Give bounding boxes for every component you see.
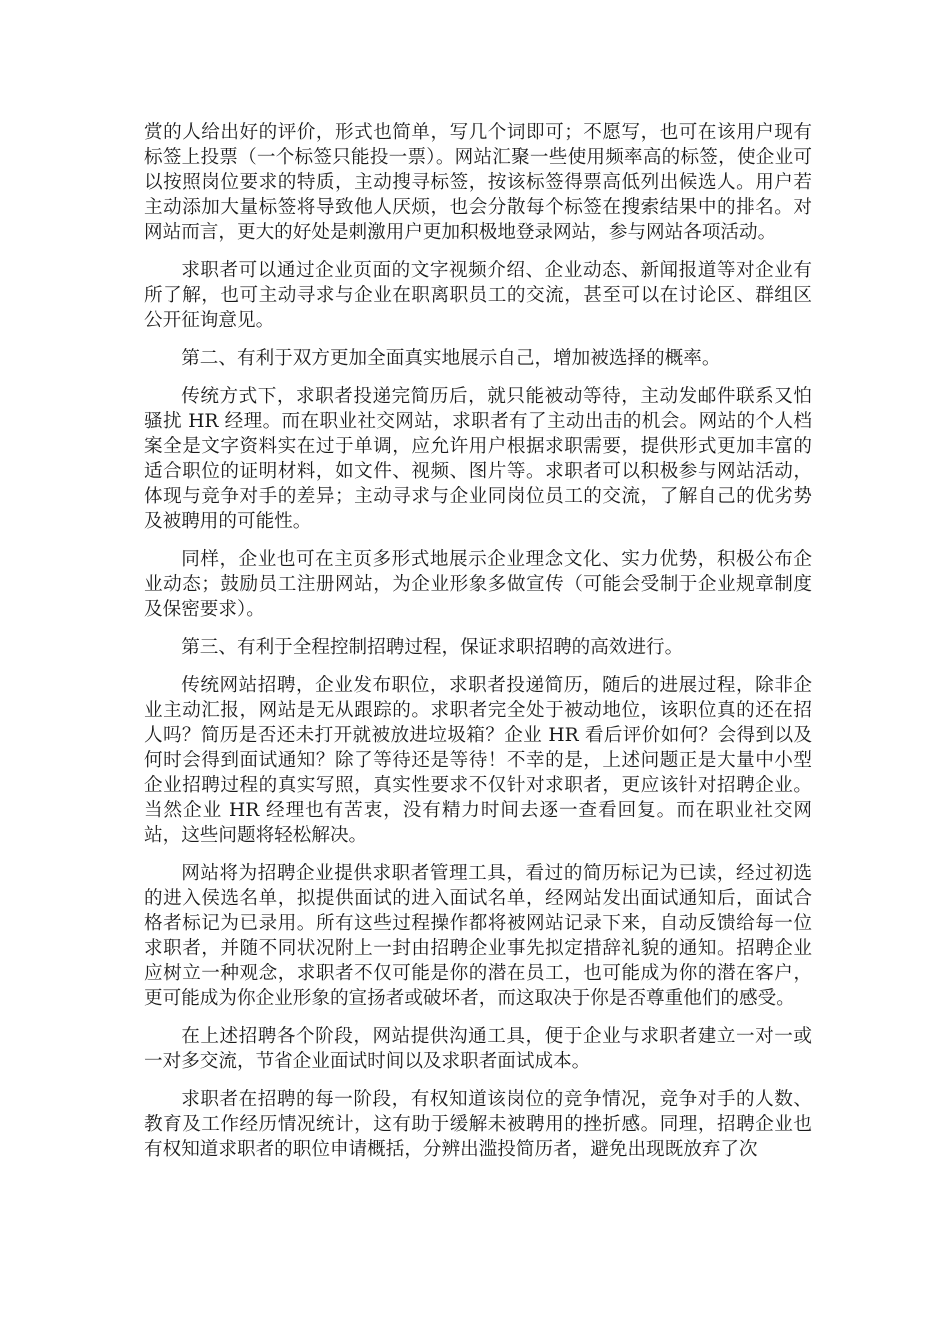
paragraph-traditional-recruiting: 传统网站招聘，企业发布职位，求职者投递简历，随后的进展过程，除非企业主动汇报，网站是无从跟踪的。求职者完全处于被动地位，该职位真的还在招人吗？简历是否还未打开就被放进垃圾箱？企业 HR 看后评价如何？会得到以及何时会得到面试通知？除了等待还是等待！不幸的是，上述问题正是大量中小型企业招聘过程的真实写照，真实性要求不仅针对求职者，更应该针对招聘企业。当然企业 HR 经理也有苦衷，没有精力时间去逐一查看回复。而在职业社交网站，这些问题将轻松解决。 (144, 675, 812, 846)
paragraph-tags-voting: 赏的人给出好的评价，形式也简单，写几个词即可；不愿写，也可在该用户现有标签上投票（一个标签只能投一票）。网站汇聚一些使用频率高的标签，使企业可以按照岗位要求的特质，主动搜寻标签，按该标签得票高低列出候选人。用户若主动添加大量标签将导致他人厌烦，也会分散每个标签在搜索结果中的排名。对网站而言，更大的好处是刺激用户更加积极地登录网站，参与网站各项活动。 (144, 122, 812, 243)
paragraph-company-showcase: 同样，企业也可在主页多形式地展示企业理念文化、实力优势，积极公布企业动态；鼓励员工注册网站，为企业形象多做宣传（可能会受制于企业规章制度及保密要求）。 (144, 549, 812, 620)
paragraph-communication-tools: 在上述招聘各个阶段，网站提供沟通工具，便于企业与求职者建立一对一或一对多交流，节省企业面试时间以及求职者面试成本。 (144, 1026, 812, 1072)
paragraph-traditional-method: 传统方式下，求职者投递完简历后，就只能被动等待，主动发邮件联系又怕骚扰 HR 经理。而在职业社交网站，求职者有了主动出击的机会。网站的个人档案全是文字资料实在过于单调，应允许用户根据求职需要，提供形式更加丰富的适合职位的证明材料，如文件、视频、图片等。求职者可以积极参与网站活动，体现与竞争对手的差异；主动寻求与企业同岗位员工的交流，了解自己的优劣势及被聘用的可能性。 (144, 386, 812, 532)
document-body (144, 120, 812, 1175)
paragraph-heading-second: 第二、有利于双方更加全面真实地展示自己，增加被选择的概率。 (181, 348, 721, 369)
paragraph-management-tools: 网站将为招聘企业提供求职者管理工具，看过的简历标记为已读，经过初选的进入侯选名单，拟提供面试的进入面试名单，经网站发出面试通知后，面试合格者标记为已录用。所有这些过程操作都将被网站记录下来，自动反馈给每一位求职者，并随不同状况附上一封由招聘企业事先拟定措辞礼貌的通知。招聘企业应树立一种观念，求职者不仅可能是你的潜在员工，也可能成为你的潜在客户，更可能成为你企业形象的宣扬者或破坏者，而这取决于你是否尊重他们的感受。 (144, 863, 812, 1009)
paragraph-heading-third: 第三、有利于全程控制招聘过程，保证求职招聘的高效进行。 (181, 637, 684, 658)
paragraph-company-info: 求职者可以通过企业页面的文字视频介绍、企业动态、新闻报道等对企业有所了解，也可主动寻求与企业在职离职员工的交流，甚至可以在讨论区、群组区公开征询意见。 (144, 260, 812, 331)
paragraph-competition-info: 求职者在招聘的每一阶段，有权知道该岗位的竞争情况，竞争对手的人数、教育及工作经历情况统计，这有助于缓解未被聘用的挫折感。同理，招聘企业也有权知道求职者的职位申请概括，分辨出滥投简历者，避免出现既放弃了次 (144, 1089, 812, 1160)
